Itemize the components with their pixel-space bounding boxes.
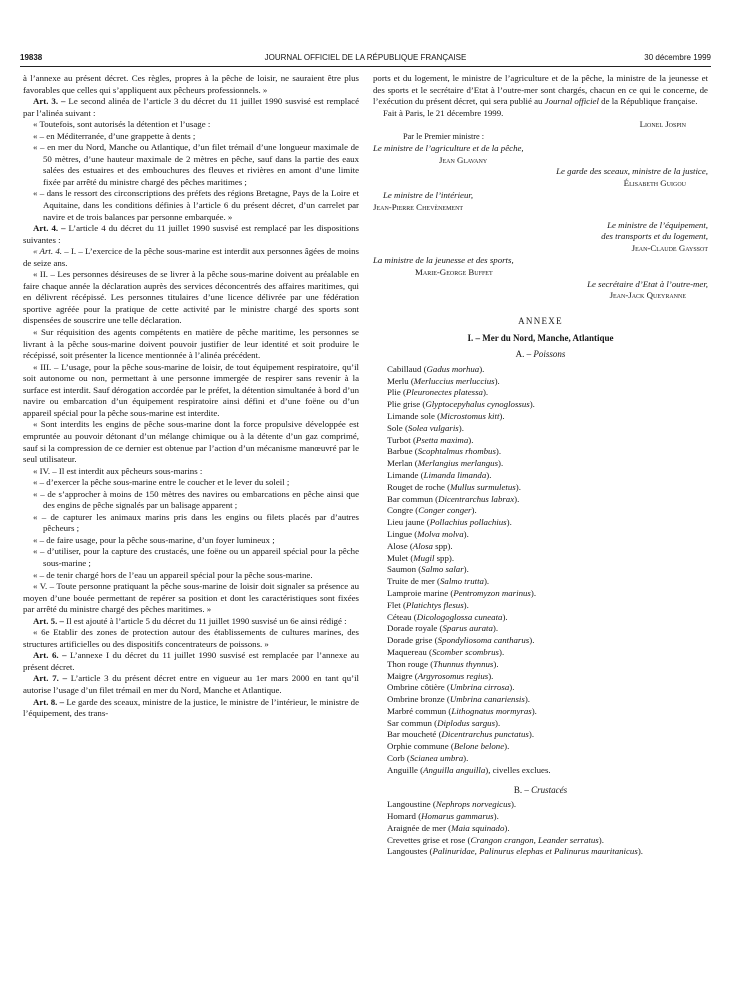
species-item: Truite de mer (Salmo trutta). bbox=[387, 576, 490, 587]
species-item: Cabillaud (Gadus morhua). bbox=[387, 363, 485, 374]
left-paragraph: « V. – Toute personne pratiquant la pêche sous-marine de loisir doit signaler sa présence au moyen d’une bouée permettant de repérer sa position et dont les caractéristiques sont fixées par arrêté du ministre chargé des pêches maritimes. » bbox=[23, 581, 359, 615]
species-item: Dorade royale (Sparus aurata). bbox=[387, 623, 499, 634]
left-paragraph: Art. 8. – Le garde des sceaux, ministre de la justice, le ministre de l’intérieur, le ministre de l’équipement, des trans- bbox=[23, 696, 359, 719]
page-number: 19838 bbox=[20, 53, 43, 62]
left-paragraph: « – en mer du Nord, Manche ou Atlantique, d’un filet trémail d’une longueur maximale de 50 mètres, d’une hauteur maximale de 2 mètres en pêche, sauf dans la partie des eaux salées des estuaires et des embouchures des fleuves et rivières en amont d’une limite fixée par arrêté du ministre chargé des pêches maritimes ; bbox=[33, 142, 359, 187]
left-paragraph: Art. 5. – Il est ajouté à l’article 5 du décret du 11 juillet 1990 susvisé un 6e ainsi rédigé : bbox=[33, 615, 347, 626]
species-item: Corb (Scianea umbra). bbox=[387, 753, 469, 764]
equipement-name: Jean-Claude Gayssot bbox=[631, 243, 708, 254]
species-item: Congre (Conger conger). bbox=[387, 505, 477, 516]
species-item: Sar commun (Diplodus sargus). bbox=[387, 717, 501, 728]
poissons-heading: A. – Poissons bbox=[515, 349, 566, 360]
left-paragraph: « – en Méditerranée, d’une grappette à dents ; bbox=[33, 130, 196, 141]
outremer-name: Jean-Jack Queyranne bbox=[609, 290, 686, 301]
right-column bbox=[373, 73, 708, 858]
species-item: Alose (Alosa spp). bbox=[387, 540, 453, 551]
left-paragraph: Art. 6. – L’annexe I du décret du 11 juillet 1990 susvisé est remplacée par l’annexe au présent décret. bbox=[23, 650, 359, 672]
poissons-list bbox=[387, 364, 708, 777]
species-item: Dorade grise (Spondyliosoma cantharus). bbox=[387, 635, 535, 646]
agri-title: Le ministre de l’agriculture et de la pêche, bbox=[373, 142, 524, 153]
crustaces-list bbox=[387, 799, 708, 858]
species-item: Lingue (Molva molva). bbox=[387, 528, 469, 539]
agri-name: Jean Glavany bbox=[439, 154, 488, 165]
left-paragraph: « – de capturer les animaux marins pris dans les engins ou filets placés par d’autres pêcheurs ; bbox=[33, 511, 359, 534]
header-rule bbox=[20, 66, 711, 67]
par-le-premier-ministre: Par le Premier ministre : bbox=[403, 131, 485, 141]
jeunesse-title: La ministre de la jeunesse et des sports, bbox=[373, 254, 514, 265]
annexe-title: ANNEXE bbox=[518, 316, 563, 327]
equipement-title-1: Le ministre de l’équipement, bbox=[607, 219, 708, 230]
species-item: Ombrine côtière (Umbrina cirrosa). bbox=[387, 682, 515, 693]
species-item: Limande sole (Microstomus kitt). bbox=[387, 410, 505, 421]
species-item: Merlan (Merlangius merlangus). bbox=[387, 458, 504, 469]
species-item: Plie (Pleuronectes platessa). bbox=[387, 387, 489, 398]
species-item: Barbue (Scophtalmus rhombus). bbox=[387, 446, 502, 457]
left-paragraph: « 6e Etablir des zones de protection autour des établissements de cultures marines, des structures artificielles ou des dispositifs concentrateurs de poissons. » bbox=[23, 627, 359, 649]
left-paragraph: « III. – L’usage, pour la pêche sous-marine de loisir, de tout équipement respiratoire, qu’il soit autonome ou non, permettant à une personne immergée de respirer sans revenir à la surface est interdit. Sauf dérogation accordée par le préfet, la détention simultanée à bord d’un navire ou embarcation d’un équipement respiratoire ainsi défini et d’une foëne ou d’un appareil spécial pour la pêche sous-marine est interdite. bbox=[23, 361, 359, 418]
article-number: Art. 8. – bbox=[33, 696, 65, 707]
species-item: Anguille (Anguilla anguilla), civelles exclues. bbox=[387, 764, 551, 775]
interieur-title: Le ministre de l’intérieur, bbox=[383, 189, 474, 200]
species-item: Maigre (Argyrosomus regius). bbox=[387, 670, 494, 681]
species-item: Plie grise (Glyptocepyhalus cynoglossus). bbox=[387, 399, 535, 410]
species-item: Mulet (Mugil spp). bbox=[387, 552, 455, 563]
left-column bbox=[23, 73, 359, 720]
left-paragraph: « Toutefois, sont autorisés la détention et l’usage : bbox=[33, 119, 211, 130]
article-number: Art. 3. – bbox=[33, 96, 66, 107]
left-paragraph: « Sur réquisition des agents compétents en matière de pêche maritime, les personnes se livrant à la pêche sous-marine doivent pouvoir justifier de leur identité et soit produire le récépissé, soit présenter la licence mentionnée à l’alinéa précédent. bbox=[23, 327, 359, 361]
species-item: Merlu (Merluccius merluccius). bbox=[387, 375, 500, 386]
left-paragraph: Art. 7. – L’article 3 du présent décret entre en vigueur au 1er mars 2000 en tant qu’il autorise l’usage d’un filet trémail en mer du Nord, Manche et Atlantique. bbox=[23, 673, 360, 695]
species-item: Bar commun (Dicentrarchus labrax). bbox=[387, 493, 520, 504]
left-paragraph: « – de tenir chargé hors de l’eau un appareil spécial pour la pêche sous-marine. bbox=[33, 569, 313, 580]
article-number: Art. 4. – bbox=[33, 223, 66, 234]
page-header bbox=[20, 53, 711, 67]
justice-name: Élisabeth Guigou bbox=[623, 178, 686, 189]
species-item: Langoustes (Palinuridae, Palinurus elephas et Palinurus mauritanicus). bbox=[387, 846, 643, 857]
species-item: Maquereau (Scomber scombrus). bbox=[387, 646, 505, 657]
species-item: Limande (Limanda limanda). bbox=[387, 469, 492, 480]
article-number: « Art. 4. – bbox=[33, 246, 69, 257]
species-item: Rouget de roche (Mullus surmuletus). bbox=[387, 481, 521, 492]
left-paragraph: à l’annexe au présent décret. Ces règles, propres à la pêche de loisir, ne sauraient être plus favorables que celles qui s’appliquent aux pêcheurs professionnels. » bbox=[23, 73, 359, 95]
species-item: Flet (Platichtys flesus). bbox=[387, 599, 469, 610]
journal-title: JOURNAL OFFICIEL DE LA RÉPUBLIQUE FRANÇAISE bbox=[264, 53, 467, 62]
issue-date: 30 décembre 1999 bbox=[644, 53, 711, 62]
signature-pm: Lionel Jospin bbox=[639, 119, 686, 130]
left-paragraph: « – d’utiliser, pour la capture des crustacés, une foëne ou un appareil spécial pour la pêche sous-marine ; bbox=[33, 546, 359, 568]
closing-paragraph: ports et du logement, le ministre de l’agriculture et de la pêche, la ministre de la jeunesse et des sports et le secrétaire d’Etat à l’outre-mer sont chargés, chacun en ce qui le concerne, de l’exécution du présent décret, qui sera publié au Journal officiel de la République française. bbox=[373, 73, 708, 107]
fait-a-paris: Fait à Paris, le 21 décembre 1999. bbox=[383, 107, 504, 118]
species-item: Lieu jaune (Pollachius pollachius). bbox=[387, 517, 512, 528]
interieur-name: Jean-Pierre Chevènement bbox=[373, 201, 464, 212]
equipement-title-2: des transports et du logement, bbox=[601, 231, 708, 242]
left-paragraph: « II. – Les personnes désireuses de se livrer à la pêche sous-marine doivent au préalable en faire chaque année la déclaration auprès des services déconcentrés des affaires maritimes, qui en délivrent récépissé. Les personnes titulaires d’une licence délivrée par une fédération sportive agréée pour la pratique de cette activité par le ministre chargé des sports sont dispensées de souscrire une telle déclaration. bbox=[23, 269, 359, 326]
jeunesse-name: Marie-George Buffet bbox=[415, 266, 493, 277]
annexe-section-title: I. – Mer du Nord, Manche, Atlantique bbox=[467, 332, 614, 343]
left-paragraph: « Sont interdits les engins de pêche sous-marine dont la force propulsive développée est empruntée au pouvoir détonant d’un mélange chimique ou à la détente d’un gaz comprimé, sauf si la compression de ce dernier est obtenue par l’action d’un mécanisme manœuvré par le seul utilisateur. bbox=[23, 419, 359, 465]
species-item: Saumon (Salmo salar). bbox=[387, 564, 469, 575]
left-paragraph: Art. 3. – Le second alinéa de l’article 3 du décret du 11 juillet 1990 susvisé est remplacé par l’alinéa suivant : bbox=[23, 96, 360, 118]
justice-title: Le garde des sceaux, ministre de la justice, bbox=[556, 166, 708, 177]
left-paragraph: Art. 4. – L’article 4 du décret du 11 juillet 1990 susvisé est remplacé par les dispositions suivantes : bbox=[23, 223, 359, 245]
species-item: Homard (Homarus gammarus). bbox=[387, 811, 499, 822]
outremer-title: Le secrétaire d’Etat à l’outre-mer, bbox=[587, 278, 708, 289]
species-item: Crevettes grise et rose (Crangon crangon, Leander serratus). bbox=[387, 834, 604, 845]
left-paragraph: « IV. – Il est interdit aux pêcheurs sous-marins : bbox=[33, 465, 203, 476]
species-item: Marbré commun (Lithognatus mormyras). bbox=[387, 705, 537, 716]
left-paragraph: « – d’exercer la pêche sous-marine entre le coucher et le lever du soleil ; bbox=[33, 477, 290, 488]
article-number: Art. 7. – bbox=[33, 673, 68, 684]
article-number: Art. 6. – bbox=[33, 650, 67, 661]
left-paragraph: « Art. 4. – I. – L’exercice de la pêche sous-marine est interdit aux personnes âgées de moins de seize ans. bbox=[23, 246, 359, 268]
crustaces-heading: B. – Crustacés bbox=[513, 784, 568, 795]
species-item: Sole (Solea vulgaris). bbox=[387, 422, 464, 433]
left-paragraph: « – dans le ressort des circonscriptions des préfets des régions Bretagne, Pays de la Loire et Aquitaine, dans les conditions définies à l’article 6 du présent décret, d’un carrelet par navire et de trois balances par personne embarquée. » bbox=[33, 188, 359, 222]
article-number: Art. 5. – bbox=[33, 615, 64, 626]
species-item: Orphie commune (Belone belone). bbox=[387, 741, 510, 752]
species-item: Céteau (Dicologoglossa cuneata). bbox=[387, 611, 508, 622]
species-item: Ombrine bronze (Umbrina canariensis). bbox=[387, 694, 530, 705]
species-item: Lamproie marine (Pentromyzon marinus). bbox=[387, 587, 537, 598]
left-paragraph: « – de faire usage, pour la pêche sous-marine, d’un foyer lumineux ; bbox=[33, 534, 275, 545]
species-item: Bar moucheté (Dicentrarchus punctatus). bbox=[387, 729, 535, 740]
species-item: Araignée de mer (Maia squinado). bbox=[387, 822, 510, 833]
species-item: Thon rouge (Thunnus thynnus). bbox=[387, 658, 499, 669]
left-paragraph: « – de s’approcher à moins de 150 mètres des navires ou embarcations en pêche ainsi que des engins de pêche signalés par un balisage apparent ; bbox=[33, 488, 359, 511]
species-item: Turbot (Psetta maxima). bbox=[387, 434, 474, 445]
species-item: Langoustine (Nephrops norvegicus). bbox=[387, 799, 517, 810]
